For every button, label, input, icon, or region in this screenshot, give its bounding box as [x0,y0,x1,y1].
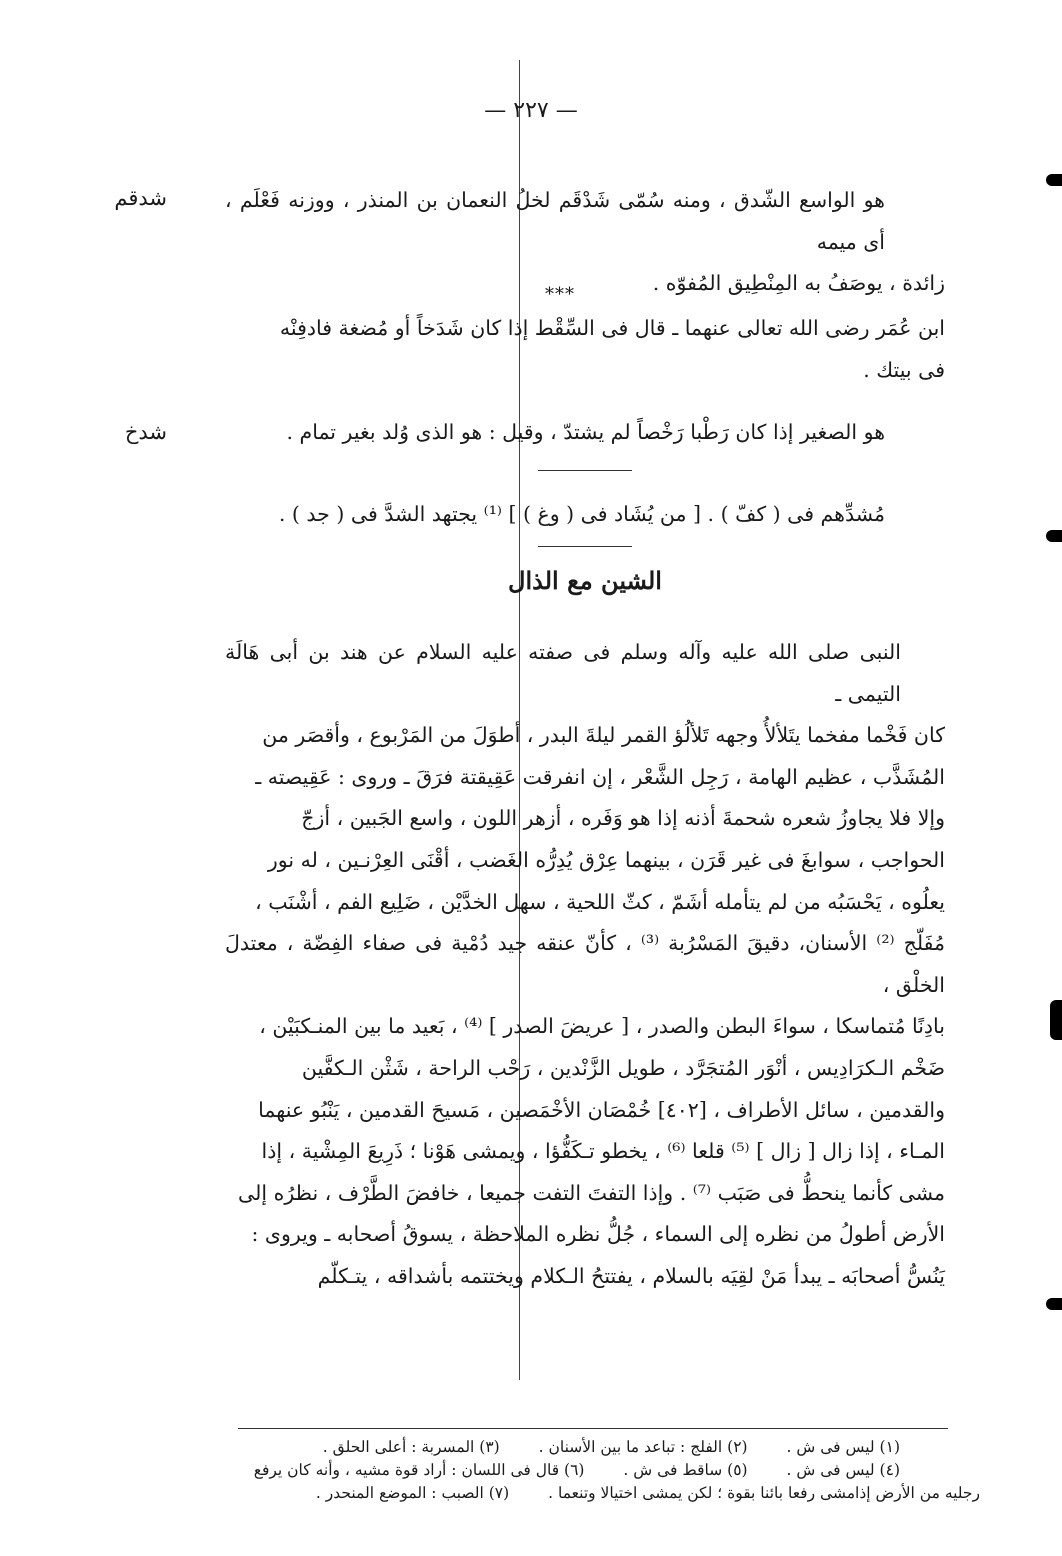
text-line: المُشَذَّب ، عظيم الهامة ، رَجِل الشَّعْر ، إن انفرقت عَقِيقتة فرَقَ ـ وروى : عَقِيصته ـ [255,764,945,789]
footnote: (١) ليس فى ش . [786,1438,900,1456]
page-number: — ٢٢٧ — [484,98,578,123]
entry-ibn-umar [225,308,945,391]
footnote: (٣) المسربة : أعلى الحلق . [322,1438,500,1456]
section-heading: الشين مع الذال [508,566,662,595]
entry-shadakh [225,412,945,454]
scan-edge-mark [1046,530,1062,542]
text-line: مشى كأنما ينحطُّ فى صَبَب ⁽⁷⁾ . وإذا التفتَ التفت جميعا ، خافضَ الطَّرْف ، نظرُه إلى [238,1180,945,1205]
text-line: الأرض أطولُ من نظره إلى السماء ، جُلُّ نظره الملاحظة ، يسوقُ أصحابه ـ ويروى : [251,1222,945,1247]
scan-edge-mark [1050,1000,1062,1040]
text-line: ضَخْم الـكرَادِيس ، أنْوَر المُتجَرَّد ، طويل الزَّنْدين ، رَحْب الراحة ، شَثْن الـكفَّين [301,1055,945,1080]
footnote: (٢) الفلج : تباعد ما بين الأسنان . [538,1438,748,1456]
footnote-line [232,1482,980,1505]
text-line: هو الصغير إذا كان رَطْبا رَخْصاً لم يشتدّ ، وقيل : هو الذى وُلد بغير تمام . [286,420,885,444]
text-line: وإلا فلا يجاوزُ شعره شحمةَ أذنه إذا هو وَفَره ، أزهر اللون ، واسع الجَبين ، أزجّ [301,806,945,831]
scan-edge-mark [1046,1298,1062,1310]
footnote: (٥) ساقط فى ش . [623,1461,748,1479]
text-line: النبى صلى الله عليه وآله وسلم فى صفته عليه السلام عن هند بن أبى هَالَة التيمى ـ [225,640,901,706]
scan-edge-mark [1046,174,1062,186]
text-line: فى بيتك . [863,357,945,382]
footnote: (٦) قال فى اللسان : أراد قوة مشيه ، وأنه كان يرفع [253,1461,585,1479]
footnote: (٧) الصبب : الموضع المنحدر . [315,1484,510,1502]
margin-headword-shadqam: شدقم [114,186,167,210]
footnote: رجليه من الأرض إذامشى رفعا بائنا بقوة ؛ لكن يمشى اختيالا وتنعما . [548,1484,980,1502]
main-paragraph [225,632,945,1298]
divider-rule [538,470,632,471]
text-line: زائدة ، يوصَفُ به المِنْطِيق المُفوّه . [652,271,945,295]
text-line: هو الواسع الشّدق ، ومنه سُمّى شَدْقَم لخلُ النعمان بن المنذر ، ووزنه فَعْلَم ، أى ميمه [225,188,885,254]
text-line: بادِنًا مُتماسكا ، سواءَ البطن والصدر ، [ عريضَ الصدر ] ⁽⁴⁾ ، بَعيد ما بين المنـكبَيْن ، [259,1014,945,1039]
cross-reference [225,494,945,536]
footnote-line [232,1459,980,1482]
text-line: يعلُوه ، يَحْسَبُه من لم يتأمله أشَمّ ، كثّ اللحية ، سهل الخدَّيْن ، ضَلِيع الفم ، أشْنَب ، [255,889,945,914]
footnote: (٤) ليس فى ش . [786,1461,900,1479]
footnote-line [232,1436,980,1459]
text-line: كان فَخْما مفخما يتَلألأُ وجهه تَلألُؤ القمر ليلةَ البدر ، أطوَلَ من المَرْبوع ، وأقصَر من [262,723,945,748]
section-stars: *** [545,284,575,305]
text-line: والقدمين ، سائل الأطراف ، [٤٠٢] خُمْصَان الأخْمَصين ، مَسيحَ القدمين ، يَنْبُو عنهما [258,1097,945,1122]
footnote-rule [238,1428,948,1429]
text-line: الحواجب ، سوابغَ فى غير قَرَن ، بينهما عِرْق يُدِرُّه الغَضب ، أقْنَى العِرْنـين ، له نور [267,847,945,872]
text-line: يَنُسُّ أصحابَه ـ يبدأ مَنْ لقِيَه بالسلام ، يفتتحُ الـكلام ويختتمه بأشداقه ، يتـكلّم [317,1263,945,1288]
text-line: ابن عُمَر رضى الله تعالى عنهما ـ قال فى السِّقْط إذا كان شَدَخاً أو مُضغة فادفِنْه [279,316,945,340]
text-line: مُفَلّج ⁽²⁾ الأسنان، دقيقَ المَسْرُبة ⁽³⁾ ، كأنّ عنقه جيد دُمْية فى صفاء الفِضّة ، معتدلَ الخلْق ، [225,931,946,997]
text-line: مُشدِّهم فى ( كفّ ) . [ من يُشَاد فى ( وغ ) ] ⁽¹⁾ يجتهد الشدَّ فى ( جد ) . [278,502,885,526]
margin-headword-shadakh: شدخ [124,420,167,444]
divider-rule [538,546,632,547]
text-line: المـاء ، إذا زال [ زال ] ⁽⁵⁾ قلعا ⁽⁶⁾ ، يخطو تـكَفُّؤا ، ويمشى هَوْنا ؛ ذَرِيعَ المِشْية ، إذا [261,1139,945,1164]
